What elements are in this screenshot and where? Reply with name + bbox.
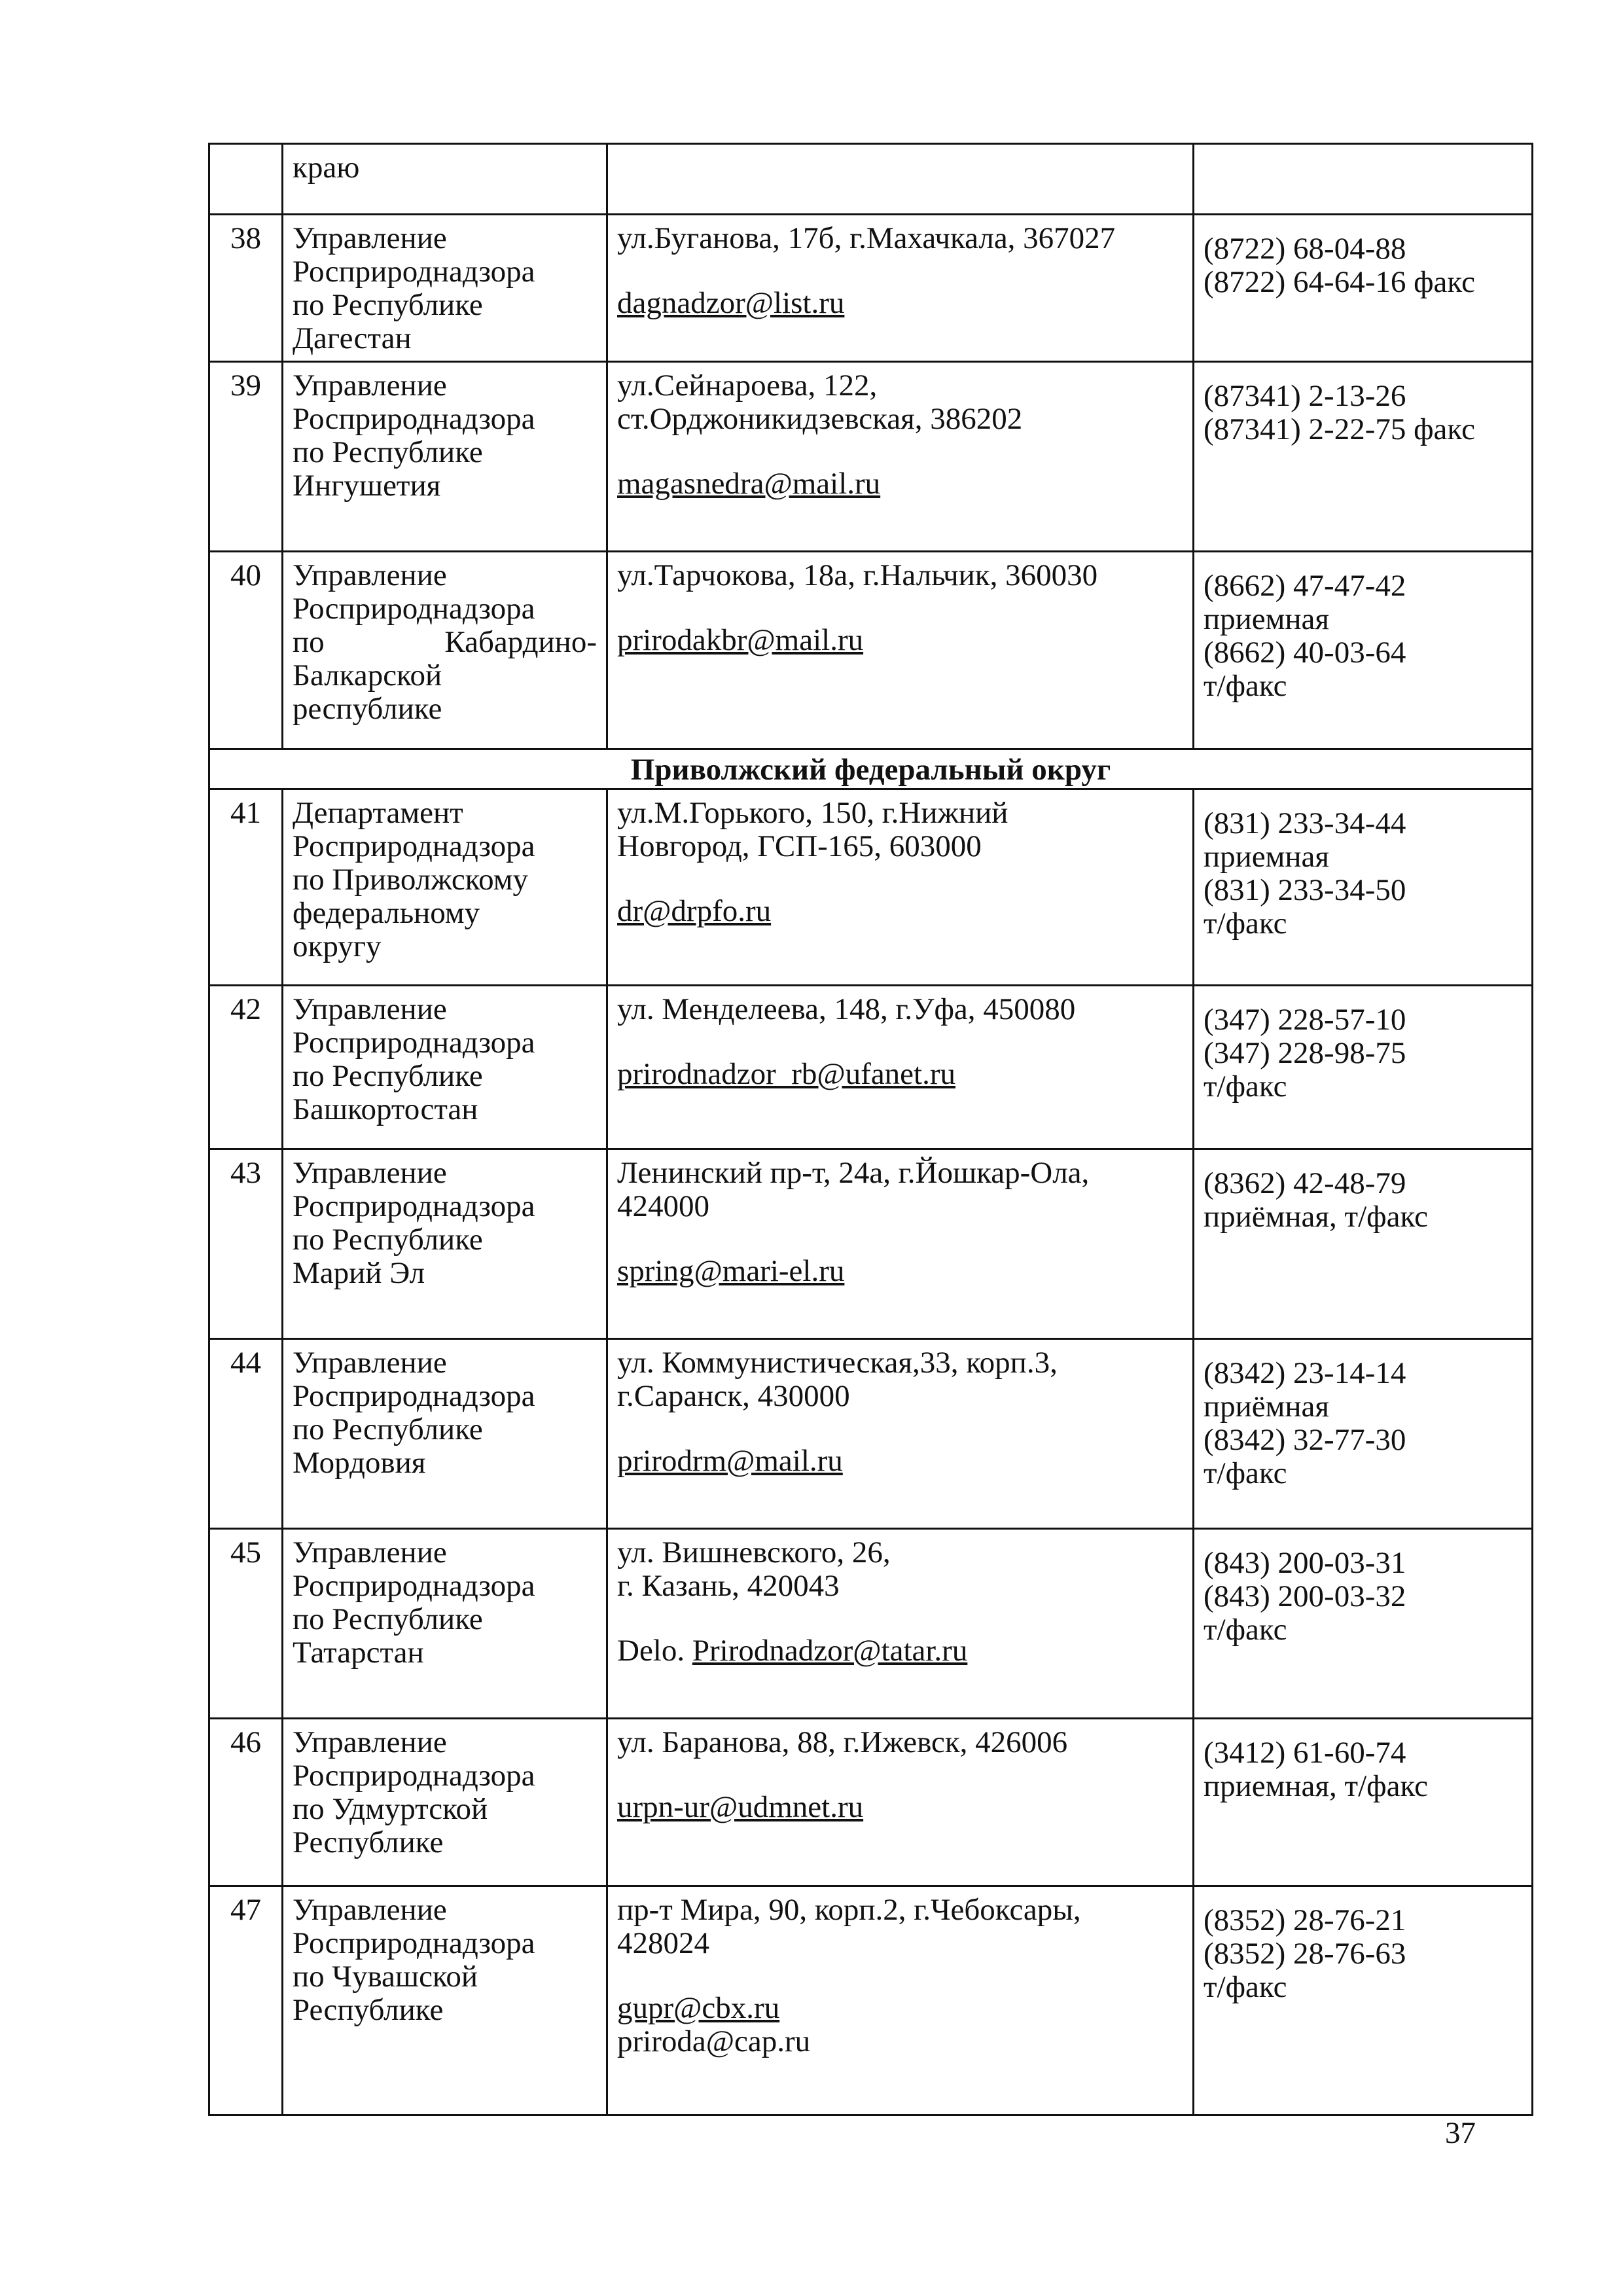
organization-line: Дагестан (293, 321, 412, 355)
organization-cell (283, 986, 607, 1149)
address-line: ст.Орджоникидзевская, 386202 (617, 402, 1023, 436)
email-line (617, 287, 1183, 320)
email-link[interactable]: dr@drpfo.ru (617, 894, 772, 928)
phone-cell (1194, 1149, 1533, 1339)
row-number: 44 (209, 1339, 283, 1529)
organization-line: Росприроднадзора (293, 255, 535, 289)
row-number: 46 (209, 1719, 283, 1886)
organization-cell (283, 215, 607, 362)
phone-line: (831) 233-34-44 (1204, 806, 1406, 840)
organization-line: по Республике (293, 1059, 483, 1093)
address-line: ул.Буганова, 17б, г.Махачкала, 367027 (617, 221, 1116, 255)
phone-line: (843) 200-03-32 (1204, 1579, 1406, 1613)
organization-line: Росприроднадзора (293, 1189, 535, 1223)
address-cell (607, 144, 1194, 215)
phone-line: (8362) 42-48-79 (1204, 1166, 1406, 1200)
organization-cell (283, 144, 607, 215)
address-line: 428024 (617, 1926, 709, 1960)
organization-line: по Республике (293, 1412, 483, 1446)
phone-line: приемная, т/факс (1204, 1769, 1428, 1803)
phone-line: (831) 233-34-50 (1204, 873, 1406, 907)
organization-line: Управление (293, 368, 447, 403)
address-cell (607, 1529, 1194, 1719)
region-header: Приволжский федеральный округ (209, 749, 1533, 789)
phone-line: (347) 228-98-75 (1204, 1036, 1406, 1070)
email-line (617, 1634, 1183, 1668)
address-cell (607, 1149, 1194, 1339)
organization-line: по Приволжскому (293, 863, 528, 897)
row-number: 41 (209, 789, 283, 986)
phone-line: приемная (1204, 840, 1330, 874)
address-line: ул. Коммунистическая,33, корп.3, (617, 1346, 1058, 1380)
address-cell (607, 986, 1194, 1149)
organization-line: Управление (293, 1156, 447, 1190)
organization-line: по Чувашской (293, 1960, 478, 1994)
phone-line: т/факс (1204, 1069, 1287, 1103)
row-number: 47 (209, 1886, 283, 2115)
phone-line: (8722) 68-04-88 (1204, 232, 1406, 266)
phone-cell (1194, 1339, 1533, 1529)
address-cell (607, 789, 1194, 986)
address-line: ул. Баранова, 88, г.Ижевск, 426006 (617, 1725, 1068, 1759)
organization-line: федеральному (293, 896, 480, 930)
phone-cell (1194, 789, 1533, 986)
organization-line: Управление (293, 558, 447, 592)
organization-line: Росприроднадзора (293, 402, 535, 436)
organization-line: Департамент (293, 796, 463, 830)
address-line: Ленинский пр-т, 24а, г.Йошкар-Ола, (617, 1156, 1090, 1190)
address-line: ул. Вишневского, 26, (617, 1535, 891, 1570)
email-link[interactable]: prirodrm@mail.ru (617, 1444, 843, 1478)
phone-cell (1194, 362, 1533, 552)
organization-cell (283, 1886, 607, 2115)
address-cell (607, 552, 1194, 749)
phone-line: (347) 228-57-10 (1204, 1003, 1406, 1037)
table-row (209, 552, 1533, 749)
organization-line: Управление (293, 1535, 447, 1570)
phone-cell (1194, 552, 1533, 749)
address-cell (607, 215, 1194, 362)
phone-cell (1194, 986, 1533, 1149)
organization-line: Росприроднадзора (293, 1569, 535, 1603)
row-number: 39 (209, 362, 283, 552)
table-row (209, 1149, 1533, 1339)
email-line (617, 1791, 1183, 1824)
organization-line (293, 626, 597, 659)
phone-line: (87341) 2-22-75 факс (1204, 412, 1475, 446)
word: по (293, 625, 325, 659)
email-link[interactable]: priroda@cap.ru (617, 2024, 811, 2058)
phone-line: т/факс (1204, 1613, 1287, 1647)
phone-line: (8722) 64-64-16 факс (1204, 265, 1475, 299)
organization-line: округу (293, 929, 382, 963)
organization-line: Балкарской (293, 658, 442, 692)
address-line: ул. Менделеева, 148, г.Уфа, 450080 (617, 992, 1076, 1026)
organization-line: Республике (293, 1993, 444, 2027)
organization-line: по Республике (293, 288, 483, 322)
phone-line: (8352) 28-76-21 (1204, 1903, 1406, 1937)
organization-line: Росприроднадзора (293, 829, 535, 863)
email-line (617, 624, 1183, 657)
organization-line: Росприроднадзора (293, 1759, 535, 1793)
phone-line: приёмная (1204, 1390, 1330, 1424)
organization-line: по Удмуртской (293, 1792, 488, 1826)
address-cell (607, 1719, 1194, 1886)
organization-line: Марий Эл (293, 1256, 425, 1290)
organization-line: по Республике (293, 1223, 483, 1257)
email-line (617, 1444, 1183, 1478)
phone-line: приемная (1204, 602, 1330, 636)
address-line: 424000 (617, 1189, 709, 1223)
region-header-row (209, 749, 1533, 789)
organization-line: Росприроднадзора (293, 1026, 535, 1060)
email-prefix: Delo. (617, 1634, 692, 1668)
address-cell (607, 362, 1194, 552)
phone-line: приёмная, т/факс (1204, 1200, 1428, 1234)
phone-line: (8352) 28-76-63 (1204, 1937, 1406, 1971)
contacts-table (208, 143, 1533, 2116)
organization-line: республике (293, 692, 442, 726)
email-link[interactable]: magasnedra@mail.ru (617, 467, 881, 501)
phone-line: т/факс (1204, 1970, 1287, 2004)
organization-line: Росприроднадзора (293, 1926, 535, 1960)
email-line (617, 467, 1183, 501)
table-row (209, 362, 1533, 552)
email-line (617, 1058, 1183, 1091)
phone-line: (8342) 23-14-14 (1204, 1356, 1406, 1390)
organization-line: Республике (293, 1825, 444, 1859)
email-line (617, 895, 1183, 928)
organization-cell (283, 362, 607, 552)
email-line (617, 1255, 1183, 1288)
organization-line: Управление (293, 992, 447, 1026)
phone-line: (8342) 32-77-30 (1204, 1423, 1406, 1457)
organization-cell (283, 552, 607, 749)
table-row (209, 986, 1533, 1149)
organization-line: Мордовия (293, 1446, 426, 1480)
address-cell (607, 1886, 1194, 2115)
email-link[interactable]: prirodakbr@mail.ru (617, 623, 864, 657)
phone-line: т/факс (1204, 669, 1287, 703)
address-line: Новгород, ГСП-165, 603000 (617, 829, 982, 863)
phone-cell (1194, 144, 1533, 215)
phone-line: (87341) 2-13-26 (1204, 379, 1406, 413)
table-row (209, 1339, 1533, 1529)
organization-cell (283, 1149, 607, 1339)
organization-line: Росприроднадзора (293, 592, 535, 626)
phone-line: т/факс (1204, 1456, 1287, 1490)
table-row (209, 1719, 1533, 1886)
address-line: ул.Сейнароева, 122, (617, 368, 878, 403)
address-cell (607, 1339, 1194, 1529)
table-row (209, 789, 1533, 986)
phone-line: (843) 200-03-31 (1204, 1546, 1406, 1580)
table-row (209, 215, 1533, 362)
phone-cell (1194, 1719, 1533, 1886)
phone-cell (1194, 1886, 1533, 2115)
phone-line: (8662) 47-47-42 (1204, 569, 1406, 603)
email-link[interactable]: prirodnadzor_rb@ufanet.ru (617, 1057, 955, 1091)
table-row-continuation (209, 144, 1533, 215)
email-link[interactable]: Prirodnadzor@tatar.ru (692, 1634, 968, 1668)
organization-line: Управление (293, 1725, 447, 1759)
organization-cell (283, 789, 607, 986)
organization-line: Управление (293, 221, 447, 255)
row-number: 40 (209, 552, 283, 749)
phone-cell (1194, 1529, 1533, 1719)
address-line: пр-т Мира, 90, корп.2, г.Чебоксары, (617, 1893, 1081, 1927)
organization-line: Управление (293, 1893, 447, 1927)
address-line: ул.Тарчокова, 18а, г.Нальчик, 360030 (617, 558, 1098, 592)
organization-cell (283, 1529, 607, 1719)
phone-cell (1194, 215, 1533, 362)
organization-line: Татарстан (293, 1636, 424, 1670)
email-link[interactable]: gupr@cbx.ru (617, 1991, 780, 2025)
table-row (209, 1529, 1533, 1719)
word: Кабардино- (444, 625, 597, 659)
organization-cell (283, 1339, 607, 1529)
row-number (209, 144, 283, 215)
address-line: ул.М.Горького, 150, г.Нижний (617, 796, 1008, 830)
phone-line: т/факс (1204, 906, 1287, 941)
phone-line: (8662) 40-03-64 (1204, 636, 1406, 670)
email-line (617, 2025, 1183, 2058)
organization-line: по Республике (293, 435, 483, 469)
page-number: 37 (1445, 2116, 1476, 2150)
organization-cell (283, 1719, 607, 1886)
phone-line: (3412) 61-60-74 (1204, 1736, 1406, 1770)
organization-line: краю (293, 151, 360, 185)
row-number: 45 (209, 1529, 283, 1719)
row-number: 38 (209, 215, 283, 362)
organization-line: по Республике (293, 1602, 483, 1636)
email-line (617, 1992, 1183, 2025)
organization-line: Управление (293, 1346, 447, 1380)
table-row (209, 1886, 1533, 2115)
address-line: г. Казань, 420043 (617, 1569, 840, 1603)
row-number: 42 (209, 986, 283, 1149)
email-link[interactable]: spring@mari-el.ru (617, 1254, 845, 1288)
row-number: 43 (209, 1149, 283, 1339)
table-body (209, 144, 1533, 2115)
email-link[interactable]: urpn-ur@udmnet.ru (617, 1790, 864, 1824)
organization-line: Ингушетия (293, 469, 441, 503)
organization-line: Башкортостан (293, 1092, 478, 1126)
address-line: г.Саранск, 430000 (617, 1379, 850, 1413)
email-link[interactable]: dagnadzor@list.ru (617, 286, 845, 320)
organization-line: Росприроднадзора (293, 1379, 535, 1413)
